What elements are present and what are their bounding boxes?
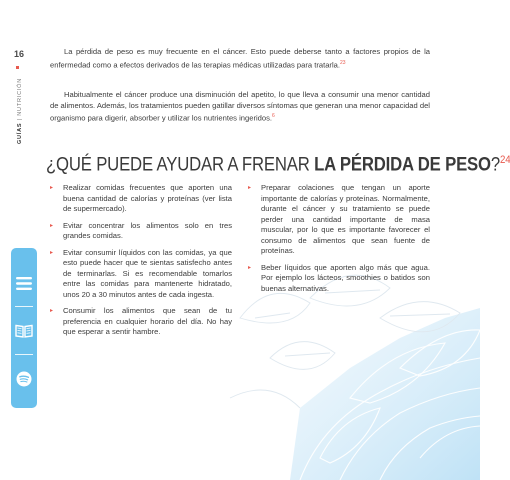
menu-icon bbox=[16, 277, 32, 290]
bullet-icon: ▸ bbox=[50, 222, 54, 229]
list-item: ▸ Consumir los alimentos que sean de tu preferencia en cualquier horario del día. No hay que esperar a sentir hambre. bbox=[50, 306, 232, 336]
right-list bbox=[248, 183, 430, 294]
side-label bbox=[10, 78, 26, 158]
intro-paragraph-2: Habitualmente el cáncer produce una disminución del apetito, lo que lleva a consumir una menor cantidad de alimentos. Además, los tratamientos pueden gatillar diversos síntomas que generan una menor capacidad del organismo para digerir, absorber y utilizar los nutrientes ingeridos.$^6$ bbox=[50, 90, 430, 123]
side-label-rest: | NUTRICIÓN bbox=[17, 77, 23, 123]
bullet-icon: ▸ bbox=[248, 185, 252, 191]
list-item: ▸ Evitar concentrar los alimentos solo en tres grandes comidas. bbox=[50, 220, 232, 240]
bullet-icon: ▸ bbox=[50, 249, 54, 256]
reference-mark: 24 bbox=[499, 154, 510, 166]
intro-paragraph-1: La pérdida de peso es muy frecuente en el cáncer. Esto puede deberse tanto a factores propios de la enfermedad como a efectos derivados de las terapias médicas utilizadas para tratarla.$^{23}$ bbox=[50, 47, 430, 70]
accent-tick bbox=[16, 66, 19, 69]
reference-mark: 23 bbox=[339, 59, 346, 66]
page-number: 16 bbox=[14, 49, 25, 59]
bullet-icon: ▸ bbox=[50, 185, 54, 191]
reference-mark: 6 bbox=[272, 113, 275, 119]
list-item: ▸ Beber líquidos que aporten algo más que agua. Por ejemplo los lácteos, smoothies o batidos son buenas alternativas. bbox=[248, 262, 430, 293]
left-column bbox=[50, 183, 232, 344]
list-item: ▸ Evitar consumir líquidos con las comidas, ya que esto puede hacer que te sientas satisfecho antes de terminarlas. Si es recomendable tomarlos entre las comidas para mantenerte hidratado, unos 20 a 30 minutos antes de cada ingesta. bbox=[50, 247, 232, 299]
book-icon bbox=[15, 324, 33, 338]
bullet-icon: ▸ bbox=[248, 264, 252, 271]
spotify-icon bbox=[16, 371, 32, 387]
spotify-button[interactable] bbox=[11, 366, 37, 392]
toolbar-divider bbox=[15, 306, 33, 307]
bullet-icon: ▸ bbox=[50, 308, 54, 314]
list-item: ▸ Realizar comidas frecuentes que aporten una buena cantidad de calorías y proteínas (ver lista de supermercado). bbox=[50, 183, 232, 213]
right-column bbox=[248, 183, 430, 300]
book-button[interactable] bbox=[11, 318, 37, 344]
list-item: ▸ Preparar colaciones que tengan un aporte importante de calorías y proteínas. Normalmente, durante el cáncer y su tratamiento se puede perder una cantidad importante de masa muscular, por lo que es importante favorecer el consumo de alimentos que sean fuente de proteínas. bbox=[248, 183, 430, 255]
section-heading: ¿QUÉ PUEDE AYUDAR A FRENAR LA PÉRDIDA DE PESO?$^{24}$ bbox=[46, 154, 510, 176]
side-label-bold: GUÍAS bbox=[17, 122, 23, 145]
side-toolbar bbox=[11, 248, 37, 408]
toolbar-divider bbox=[15, 354, 33, 355]
menu-button[interactable] bbox=[11, 270, 37, 296]
left-list bbox=[50, 183, 232, 338]
